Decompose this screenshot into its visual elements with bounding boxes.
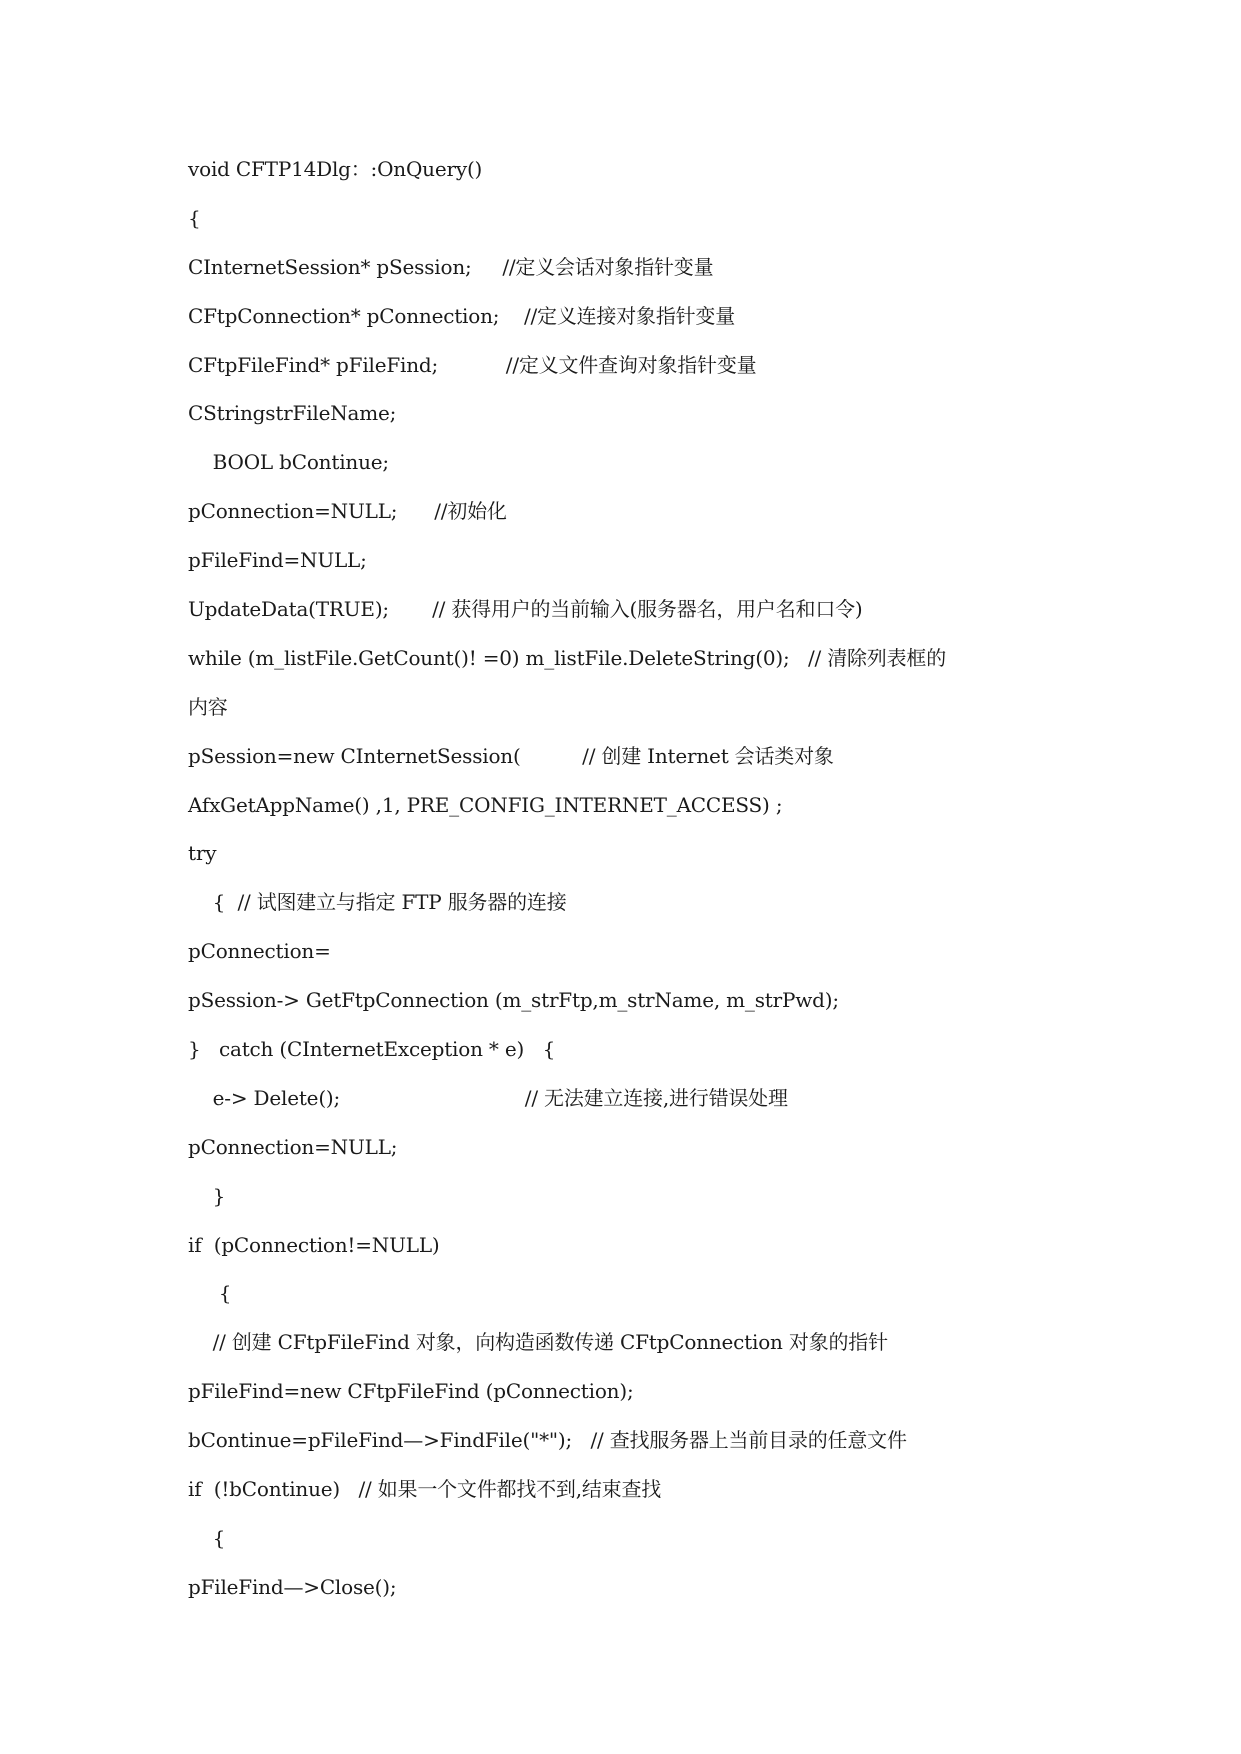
code-line: void CFTP14Dlg：:OnQuery() — [188, 157, 483, 181]
code-line: } — [188, 1183, 226, 1208]
code-line: pFileFind=new CFtpFileFind (pConnection); — [188, 1379, 634, 1404]
code-line: try — [188, 841, 217, 866]
code-line: pFileFind—>Close(); — [188, 1574, 397, 1599]
code-line: { // 试图建立与指定 FTP 服务器的连接 — [188, 890, 567, 915]
code-line: CFtpConnection* pConnection; //定义连接对象指针变量 — [188, 303, 736, 328]
code-line: pFileFind=NULL; — [188, 548, 367, 573]
code-line: pConnection= — [188, 939, 331, 964]
code-line: 内容 — [188, 694, 228, 719]
code-line: if (!bContinue) // 如果一个文件都找不到,结束查找 — [188, 1477, 662, 1502]
code-line: CStringstrFileName; — [188, 401, 397, 426]
code-line: bContinue=pFileFind—>FindFile("*"); // 查找服务器上当前目录的任意文件 — [188, 1428, 907, 1453]
code-line: if (pConnection!=NULL) — [188, 1232, 440, 1257]
code-line: CInternetSession* pSession; //定义会话对象指针变量 — [188, 254, 714, 279]
code-line: pSession-> GetFtpConnection (m_strFtp,m_strName, m_strPwd); — [188, 988, 839, 1013]
code-line: e-> Delete(); // 无法建立连接,进行错误处理 — [188, 1085, 788, 1110]
code-line: pConnection=NULL; — [188, 1134, 398, 1159]
code-line: UpdateData(TRUE); // 获得用户的当前输入(服务器名，用户名和口令) — [188, 597, 863, 622]
code-line: { — [188, 1525, 226, 1550]
code-line: { — [188, 1281, 232, 1306]
code-line: AfxGetAppName() ,1, PRE_CONFIG_INTERNET_ACCESS) ; — [188, 792, 783, 817]
code-line: pConnection=NULL; //初始化 — [188, 499, 507, 524]
code-line: { — [188, 205, 201, 230]
code-line: // 创建 CFtpFileFind 对象，向构造函数传递 CFtpConnection 对象的指针 — [188, 1330, 888, 1355]
code-line: pSession=new CInternetSession( // 创建 Internet 会话类对象 — [188, 743, 834, 768]
code-line: BOOL bContinue; — [188, 450, 389, 475]
code-line: } catch (CInternetException * e) { — [188, 1037, 556, 1062]
code-line: CFtpFileFind* pFileFind; //定义文件查询对象指针变量 — [188, 352, 757, 377]
code-listing — [188, 157, 1088, 1624]
code-line: while (m_listFile.GetCount()! =0) m_listFile.DeleteString(0); // 清除列表框的 — [188, 645, 946, 670]
